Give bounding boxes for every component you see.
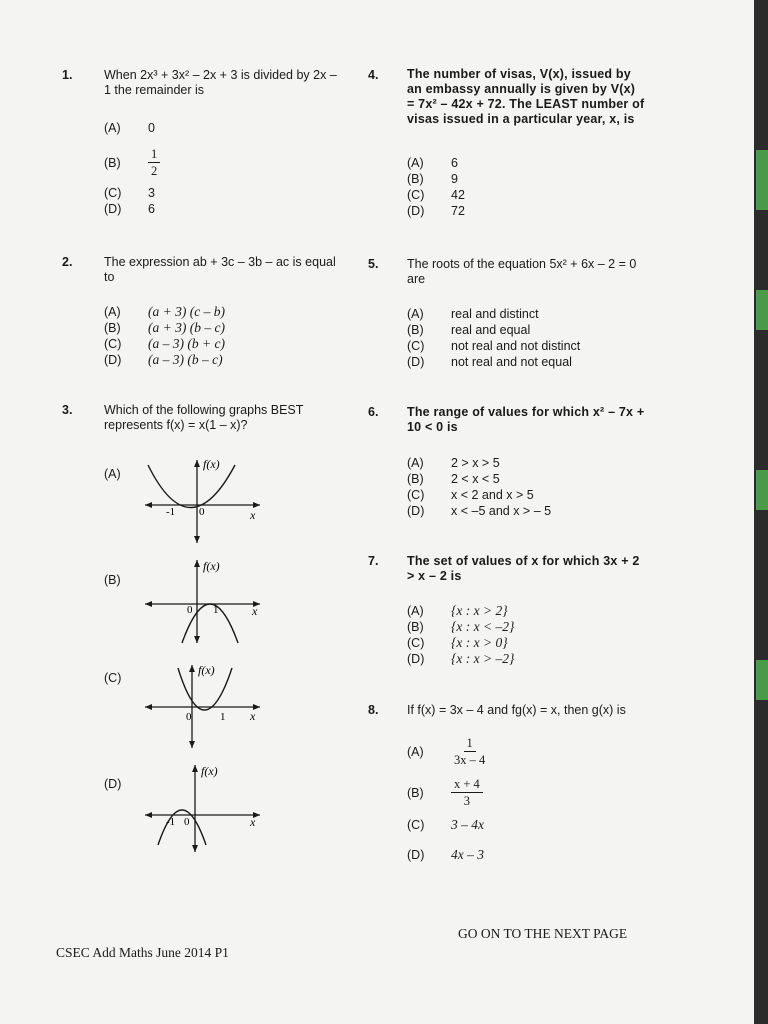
tick-label: 0 xyxy=(199,506,205,518)
fraction-denominator: 3x – 4 xyxy=(454,753,486,767)
axis-arrow xyxy=(194,460,200,467)
side-tab xyxy=(756,660,768,700)
option xyxy=(407,776,488,809)
axis-arrow xyxy=(189,665,195,672)
option-value: 6 xyxy=(451,156,458,170)
option xyxy=(407,455,551,471)
option-label: (C) xyxy=(104,186,122,200)
option-label: (B) xyxy=(104,155,121,170)
option-label: (C) xyxy=(407,188,425,202)
option-value: x < 2 and x > 5 xyxy=(451,488,534,502)
question-stem: If f(x) = 3x – 4 and fg(x) = x, then g(x) is xyxy=(407,703,626,717)
options-list xyxy=(407,155,465,219)
option xyxy=(407,503,551,519)
question-number: 8. xyxy=(368,703,379,717)
option-label: (D) xyxy=(104,202,122,216)
question-number: 1. xyxy=(62,68,73,82)
option-label: (A) xyxy=(104,467,121,481)
option-value: {x : x < –2} xyxy=(451,619,515,634)
option-label: (B) xyxy=(407,620,424,634)
footer-left: CSEC Add Maths June 2014 P1 xyxy=(56,945,229,960)
option xyxy=(407,471,551,487)
option-value: {x : x > –2} xyxy=(451,651,515,666)
option-value: 0 xyxy=(148,121,155,135)
fraction xyxy=(148,146,160,179)
option xyxy=(407,338,580,354)
option-label: (A) xyxy=(407,456,424,470)
question-stem: The expression ab + 3c – 3b – ac is equal to xyxy=(104,255,336,284)
question-number: 6. xyxy=(368,405,379,419)
axis-arrow xyxy=(145,704,152,710)
option-label: (D) xyxy=(407,204,425,218)
y-axis-label: f(x) xyxy=(203,457,220,471)
axis-arrow xyxy=(192,845,198,852)
option-value: not real and not equal xyxy=(451,355,572,369)
option xyxy=(104,146,160,179)
option-label: (D) xyxy=(407,848,425,862)
fraction-numerator: 1 xyxy=(464,735,476,752)
option xyxy=(104,120,160,136)
question-stem: Which of the following graphs BEST represents f(x) = x(1 – x)? xyxy=(104,403,304,432)
graph-option-b xyxy=(140,555,270,645)
y-axis-label: f(x) xyxy=(201,764,218,778)
options-list xyxy=(104,120,160,217)
axis-arrow xyxy=(194,560,200,567)
option xyxy=(407,187,465,203)
fraction xyxy=(451,735,488,768)
graph-option-a xyxy=(140,455,270,545)
side-tab xyxy=(756,150,768,210)
option-value: x < –5 and x > – 5 xyxy=(451,504,552,518)
question-stem: The range of values for which x² – 7x + 10 < 0 is xyxy=(407,405,645,434)
option xyxy=(407,847,488,863)
option xyxy=(407,354,580,370)
option-value: 4x – 3 xyxy=(451,847,484,862)
option-label: (D) xyxy=(407,504,425,518)
option-label: (C) xyxy=(407,818,425,832)
question-number: 4. xyxy=(368,68,379,82)
question-stem: The number of visas, V(x), issued by an embassy annually is given by V(x) = 7x² – 42x + 72. The LEAST number of visas issued in a particular year, x, is xyxy=(407,67,645,126)
option-value: real and distinct xyxy=(451,307,539,321)
question-number: 2. xyxy=(62,255,73,269)
option-value: 6 xyxy=(148,202,155,216)
option xyxy=(407,306,580,322)
footer-right: GO ON TO THE NEXT PAGE xyxy=(458,926,628,941)
option-label: (B) xyxy=(407,785,424,800)
options-list xyxy=(407,306,580,370)
option-value: 72 xyxy=(451,204,465,218)
option-value: {x : x > 2} xyxy=(451,603,508,618)
option-value: (a + 3) (b – c) xyxy=(148,320,225,335)
option-label: (C) xyxy=(407,339,425,353)
x-axis-label: x xyxy=(250,709,256,723)
graph-option-d xyxy=(140,760,270,855)
option-label: (B) xyxy=(407,323,424,337)
x-axis-label: x xyxy=(252,604,258,618)
fraction-numerator: x + 4 xyxy=(451,776,483,793)
option-label: (D) xyxy=(407,652,425,666)
option-value: (a + 3) (c – b) xyxy=(148,304,225,319)
option-label: (D) xyxy=(104,353,122,367)
fraction-numerator: 1 xyxy=(148,146,160,163)
x-axis-label: x xyxy=(250,508,256,522)
axis-arrow xyxy=(192,765,198,772)
option xyxy=(407,155,465,171)
options-list xyxy=(407,455,551,519)
tick-label: 1 xyxy=(220,711,226,723)
option-label: (B) xyxy=(104,321,121,335)
axis-arrow xyxy=(194,636,200,643)
options-list xyxy=(407,735,488,863)
option xyxy=(407,817,488,833)
option-label: (A) xyxy=(407,604,424,618)
option xyxy=(104,201,160,217)
graph-option-c xyxy=(140,660,270,750)
option xyxy=(407,171,465,187)
option xyxy=(407,487,551,503)
option-label: (C) xyxy=(104,337,122,351)
option xyxy=(104,320,225,336)
option-label: (D) xyxy=(407,355,425,369)
option xyxy=(104,336,225,352)
tick-label: 0 xyxy=(187,604,193,616)
option-value: 9 xyxy=(451,172,458,186)
side-tab xyxy=(756,470,768,510)
option-label: (B) xyxy=(407,172,424,186)
option xyxy=(104,352,225,368)
option xyxy=(407,322,580,338)
option-value: real and equal xyxy=(451,323,531,337)
option-value: {x : x > 0} xyxy=(451,635,508,650)
option xyxy=(104,304,225,320)
options-list xyxy=(407,603,514,667)
option xyxy=(407,651,514,667)
question-stem: The set of values of x for which 3x + 2 > x – 2 is xyxy=(407,554,640,583)
axis-arrow xyxy=(145,502,152,508)
option xyxy=(407,735,488,768)
fraction-denominator: 2 xyxy=(151,164,158,178)
y-axis-label: f(x) xyxy=(203,559,220,573)
y-axis-label: f(x) xyxy=(198,663,215,677)
option-label: (A) xyxy=(407,307,424,321)
axis-arrow xyxy=(189,741,195,748)
option-value: 42 xyxy=(451,188,465,202)
question-number: 5. xyxy=(368,257,379,271)
x-axis-label: x xyxy=(250,815,256,829)
option-value: 2 < x < 5 xyxy=(451,472,500,486)
option-label: (B) xyxy=(407,472,424,486)
option-value: (a – 3) (b – c) xyxy=(148,352,223,367)
option-label: (D) xyxy=(104,777,122,791)
option xyxy=(407,635,514,651)
options-list xyxy=(104,304,225,368)
option xyxy=(407,203,465,219)
tick-label: 0 xyxy=(184,816,190,828)
axis-arrow xyxy=(145,812,152,818)
parabola-curve xyxy=(148,465,235,508)
option-label: (B) xyxy=(104,573,121,587)
option-label: (A) xyxy=(104,305,121,319)
option-label: (A) xyxy=(104,121,121,135)
axis-arrow xyxy=(145,601,152,607)
option-label: (C) xyxy=(407,636,425,650)
question-stem: The roots of the equation 5x² + 6x – 2 = 0 are xyxy=(407,257,637,286)
fraction-denominator: 3 xyxy=(463,794,471,808)
option-label: (A) xyxy=(407,156,424,170)
option-value: 3 – 4x xyxy=(451,817,484,832)
option xyxy=(407,603,514,619)
option-value: 2 > x > 5 xyxy=(451,456,500,470)
option xyxy=(104,185,160,201)
option-value: not real and not distinct xyxy=(451,339,581,353)
option xyxy=(407,619,514,635)
question-stem: When 2x³ + 3x² – 2x + 3 is divided by 2x – 1 the remainder is xyxy=(104,68,337,97)
tick-label: 1 xyxy=(213,604,219,616)
question-number: 7. xyxy=(368,554,379,568)
option-label: (C) xyxy=(104,671,122,685)
question-number: 3. xyxy=(62,403,73,417)
side-tab xyxy=(756,290,768,330)
option-label: (C) xyxy=(407,488,425,502)
fraction xyxy=(451,776,483,809)
axis-arrow xyxy=(194,536,200,543)
tick-label: -1 xyxy=(166,816,176,828)
option-value: (a – 3) (b + c) xyxy=(148,336,225,351)
option-value: 3 xyxy=(148,186,155,200)
tick-label: 0 xyxy=(186,711,192,723)
tick-label: -1 xyxy=(166,506,176,518)
option-label: (A) xyxy=(407,744,424,759)
